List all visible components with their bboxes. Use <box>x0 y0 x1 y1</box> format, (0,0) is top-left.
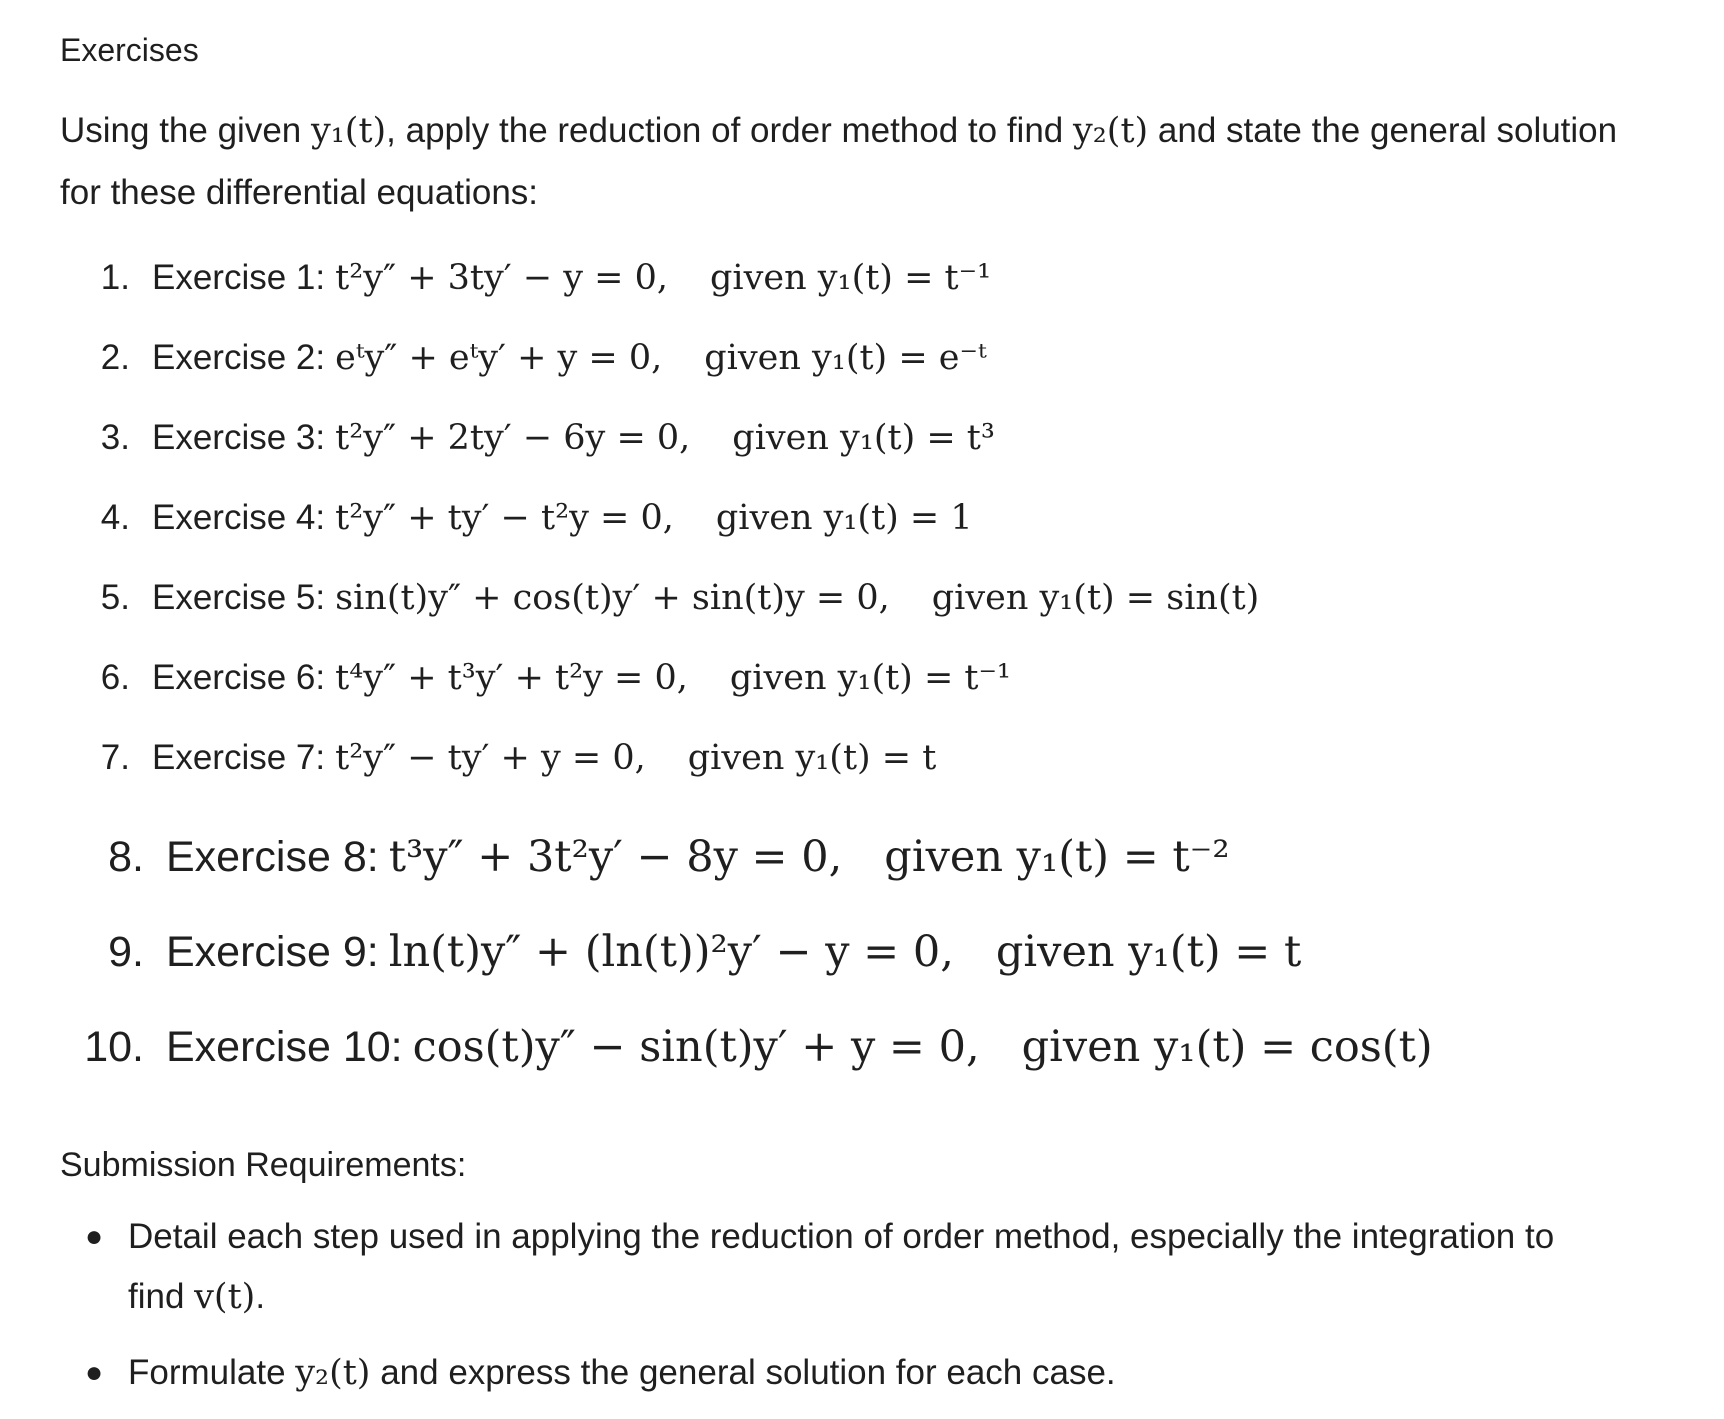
submission-text-before: Formulate <box>128 1353 296 1392</box>
exercise-number: 2. <box>100 338 130 377</box>
submission-text-before: Detail each step used in applying the reduction of order method, especially the integration to find <box>128 1217 1555 1316</box>
exercise-item <box>60 905 1660 1000</box>
submission-math: y₂(t) <box>295 1353 371 1393</box>
exercise-number: 4. <box>100 498 130 537</box>
exercise-label: Exercise 10: <box>166 1023 403 1071</box>
exercise-item <box>60 1000 1660 1095</box>
exercise-item <box>60 718 1660 798</box>
intro-paragraph <box>60 100 1620 224</box>
exercise-item <box>60 558 1660 638</box>
submission-heading: Submission Requirements: <box>60 1146 467 1184</box>
exercise-item <box>60 478 1660 558</box>
exercise-item <box>60 238 1660 318</box>
exercise-number: 3. <box>100 418 130 457</box>
exercise-label: Exercise 3: <box>152 418 326 457</box>
exercise-number: 7. <box>100 738 130 777</box>
exercise-number: 5. <box>100 578 130 617</box>
submission-list <box>60 1207 1660 1403</box>
exercise-equation: t²y″ + 3ty′ − y = 0, <box>335 258 669 298</box>
exercise-number: 10. <box>84 1023 144 1071</box>
bullet-icon: ● <box>84 1356 104 1389</box>
exercise-given: given y₁(t) = t <box>687 738 937 778</box>
intro-text-after: and state the general solution for these differential equations: <box>60 111 1618 212</box>
exercise-label: Exercise 9: <box>166 928 379 976</box>
submission-text-after: . <box>255 1277 266 1316</box>
bullet-icon: ● <box>84 1220 104 1253</box>
exercise-number: 8. <box>108 833 144 881</box>
exercise-label: Exercise 6: <box>152 658 326 697</box>
exercise-label: Exercise 5: <box>152 578 326 617</box>
document <box>60 30 1660 1419</box>
exercise-given: given y₁(t) = t³ <box>732 418 995 458</box>
exercise-given: given y₁(t) = t⁻² <box>884 832 1230 882</box>
exercise-item <box>60 638 1660 718</box>
exercise-number: 1. <box>100 258 130 297</box>
exercise-item <box>60 318 1660 398</box>
exercise-label: Exercise 7: <box>152 738 326 777</box>
exercise-equation: eᵗy″ + eᵗy′ + y = 0, <box>335 338 663 378</box>
exercise-item <box>60 810 1660 905</box>
exercise-given: given y₁(t) = t <box>995 927 1302 977</box>
exercise-equation: t²y″ − ty′ + y = 0, <box>335 738 646 778</box>
exercise-given: given y₁(t) = t⁻¹ <box>710 258 992 298</box>
exercise-label: Exercise 8: <box>166 833 379 881</box>
intro-y1: y₁(t) <box>310 111 387 151</box>
exercises-heading: Exercises <box>60 32 199 68</box>
exercise-equation: ln(t)y″ + (ln(t))²y′ − y = 0, <box>388 927 954 977</box>
intro-text-before: Using the given <box>60 111 311 150</box>
intro-text-middle: , apply the reduction of order method to find <box>386 111 1073 150</box>
exercise-given: given y₁(t) = cos(t) <box>1021 1022 1433 1072</box>
exercise-label: Exercise 1: <box>152 258 326 297</box>
submission-math: v(t) <box>194 1277 256 1317</box>
intro-y2: y₂(t) <box>1072 111 1149 151</box>
exercise-label: Exercise 2: <box>152 338 326 377</box>
exercise-given: given y₁(t) = e⁻ᵗ <box>704 338 987 378</box>
submission-text-after: and express the general solution for each case. <box>370 1353 1116 1392</box>
exercise-number: 6. <box>100 658 130 697</box>
submission-text <box>128 1207 1608 1327</box>
exercise-equation: cos(t)y″ − sin(t)y′ + y = 0, <box>412 1022 980 1072</box>
exercise-label: Exercise 4: <box>152 498 326 537</box>
submission-item <box>60 1343 1660 1403</box>
exercise-equation: t²y″ + ty′ − t²y = 0, <box>335 498 674 538</box>
exercise-given: given y₁(t) = sin(t) <box>931 578 1260 618</box>
exercise-equation: t⁴y″ + t³y′ + t²y = 0, <box>335 658 688 698</box>
submission-item <box>60 1207 1660 1327</box>
submission-text <box>128 1343 1116 1403</box>
exercise-given: given y₁(t) = t⁻¹ <box>729 658 1011 698</box>
exercise-number: 9. <box>108 928 144 976</box>
exercise-equation: t³y″ + 3t²y′ − 8y = 0, <box>388 832 843 882</box>
exercise-given: given y₁(t) = 1 <box>715 498 973 538</box>
exercise-list <box>60 238 1660 1095</box>
exercise-item <box>60 398 1660 478</box>
exercise-equation: t²y″ + 2ty′ − 6y = 0, <box>335 418 691 458</box>
exercise-equation: sin(t)y″ + cos(t)y′ + sin(t)y = 0, <box>335 578 890 618</box>
